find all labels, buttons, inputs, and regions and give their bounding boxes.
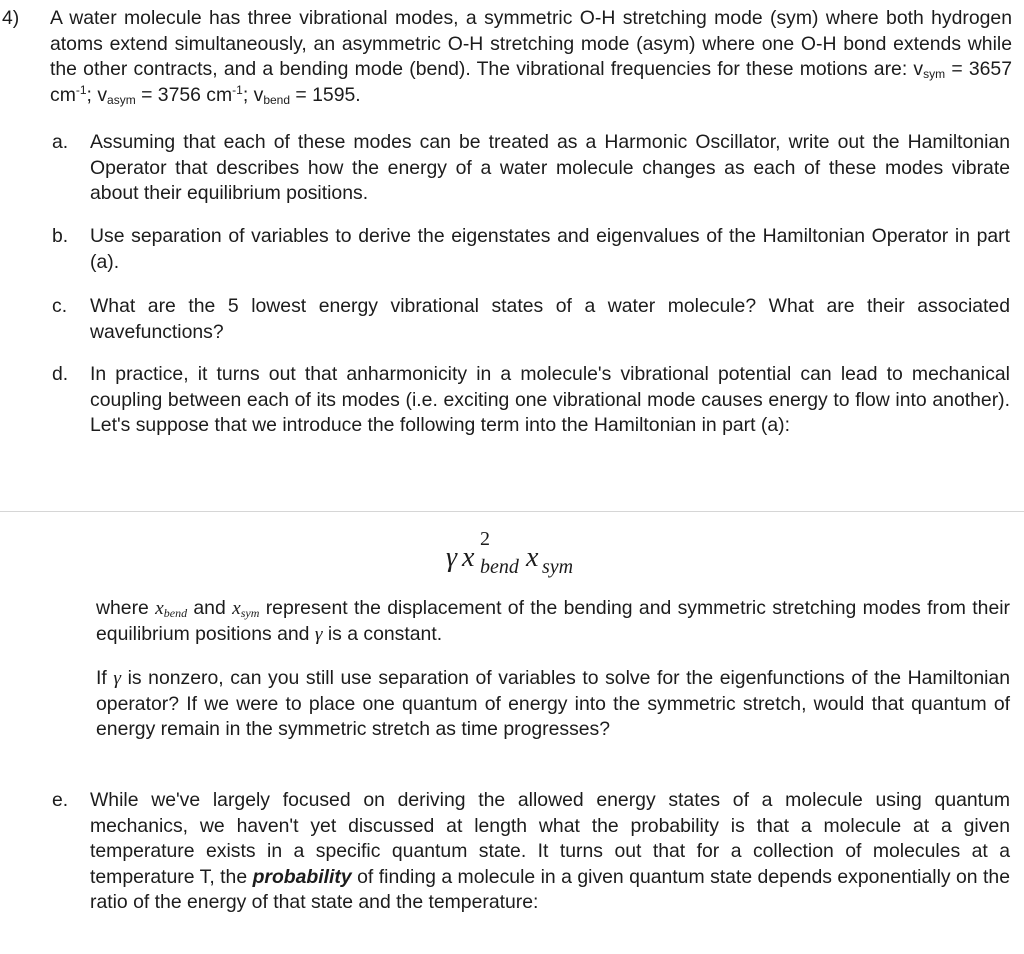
part-a-text: Assuming that each of these modes can be treated as a Harmonic Oscillator, write out the Hamiltonian Operator that describes how the energy of a water molecule changes as each of these modes vibrate about their equilibrium positions. (90, 131, 1010, 204)
if-gamma-paragraph (96, 666, 1010, 743)
equation-x-sym: x (526, 542, 539, 573)
intro-text: A water molecule has three vibrational modes, a symmetric O-H stretching mode (sym) where both hydrogen atoms extend simultaneously, an asymmetric O-H stretching mode (asym) where one O-H bond extends while the other contracts, and a bending mode (bend). The vibrational frequencies for these motions are: (50, 7, 1012, 80)
separator: ; (242, 83, 254, 106)
equation-power: 2 (480, 528, 490, 550)
part-b-text: Use separation of variables to derive the eigenstates and eigenvalues of the Hamiltonian Operator in part (a). (90, 225, 1010, 273)
if-text-1: If (96, 667, 114, 689)
gamma-symbol: γ (314, 623, 323, 645)
x-bend-symbol (155, 598, 187, 619)
part-a-marker: a. (52, 131, 69, 153)
part-c-marker: c. (52, 295, 68, 317)
nu-bend-symbol: v (253, 83, 264, 106)
separator: ; (86, 83, 98, 106)
equation-x-bend: x (462, 542, 475, 573)
x-letter: x (232, 598, 241, 619)
nu-bend-value: = 1595. (290, 83, 361, 106)
nu-asym-subscript: asym (107, 92, 136, 107)
part-d-text: In practice, it turns out that anharmonicity in a molecule's vibrational potential can lead to mechanical coupling between each of its modes (i.e. exciting one vibrational mode causes energy to flow into another). Let's suppose that we introduce the following term into the Hamiltonian in part (a): (90, 363, 1010, 436)
probability-emphasis: probability (252, 865, 352, 888)
nu-asym-unit-exponent: -1 (232, 82, 243, 97)
nu-sym-subscript: sym (923, 67, 946, 81)
nu-asym-value: = 3756 cm (135, 83, 233, 106)
nu-asym-symbol: v (97, 83, 108, 106)
equation-gamma: γ (446, 542, 458, 573)
section-divider (0, 511, 1024, 512)
x-sym-symbol (232, 598, 259, 619)
sym-subscript: sym (240, 606, 260, 620)
part-b-marker: b. (52, 225, 69, 247)
where-text-3: represent the displacement of the bending and symmetric stretching modes from their equilibrium positions and (96, 597, 1010, 645)
question-intro (50, 6, 1012, 108)
part-e-marker: e. (52, 789, 69, 811)
gamma-symbol: γ (113, 668, 122, 689)
question-4 (2, 6, 1012, 108)
part-c (52, 294, 1010, 345)
if-text-2: is nonzero, can you still use separation of variables to solve for the eigenfunctions of the Hamiltonian operator? If we were to place one quantum of energy into the symmetric stretch, would that quantum of energy remain in the symmetric stretch as time progresses? (96, 667, 1010, 740)
equation-sym-subscript: sym (542, 556, 574, 578)
where-text-4: is a constant. (322, 622, 443, 645)
part-d-marker: d. (52, 363, 69, 385)
coupling-term-equation (446, 520, 666, 580)
question-number: 4) (2, 7, 20, 29)
part-d (52, 362, 1010, 439)
part-e-text-1: While we've largely focused on deriving the allowed energy states of a molecule using quantum mechanics, we haven't yet discussed at length what the probability is that a molecule at a given temperature exists in a specific quantum state. It turns out that for a collection of molecules at a temperature T, the (90, 789, 1010, 888)
nu-sym-symbol: v (913, 58, 924, 80)
equation-bend-subscript: bend (480, 556, 519, 578)
part-e-text (90, 788, 1010, 916)
nu-sym-value: = 3657 cm (50, 58, 1012, 106)
part-c-text: What are the 5 lowest energy vibrational states of a water molecule? What are their associated wavefunctions? (90, 295, 1010, 343)
nu-bend-subscript: bend (263, 92, 291, 107)
part-e (52, 788, 1010, 916)
bend-subscript: bend (163, 606, 188, 620)
part-b (52, 224, 1010, 275)
part-e-text-2: of finding a molecule in a given quantum state depends exponentially on the ratio of the energy of that state and the temperature: (90, 865, 1010, 913)
where-text-1: where (96, 597, 156, 619)
nu-sym-unit-exponent: -1 (75, 82, 87, 97)
x-letter: x (155, 598, 164, 619)
part-a (52, 130, 1010, 207)
where-paragraph (96, 596, 1010, 647)
where-text-2: and (187, 597, 233, 619)
